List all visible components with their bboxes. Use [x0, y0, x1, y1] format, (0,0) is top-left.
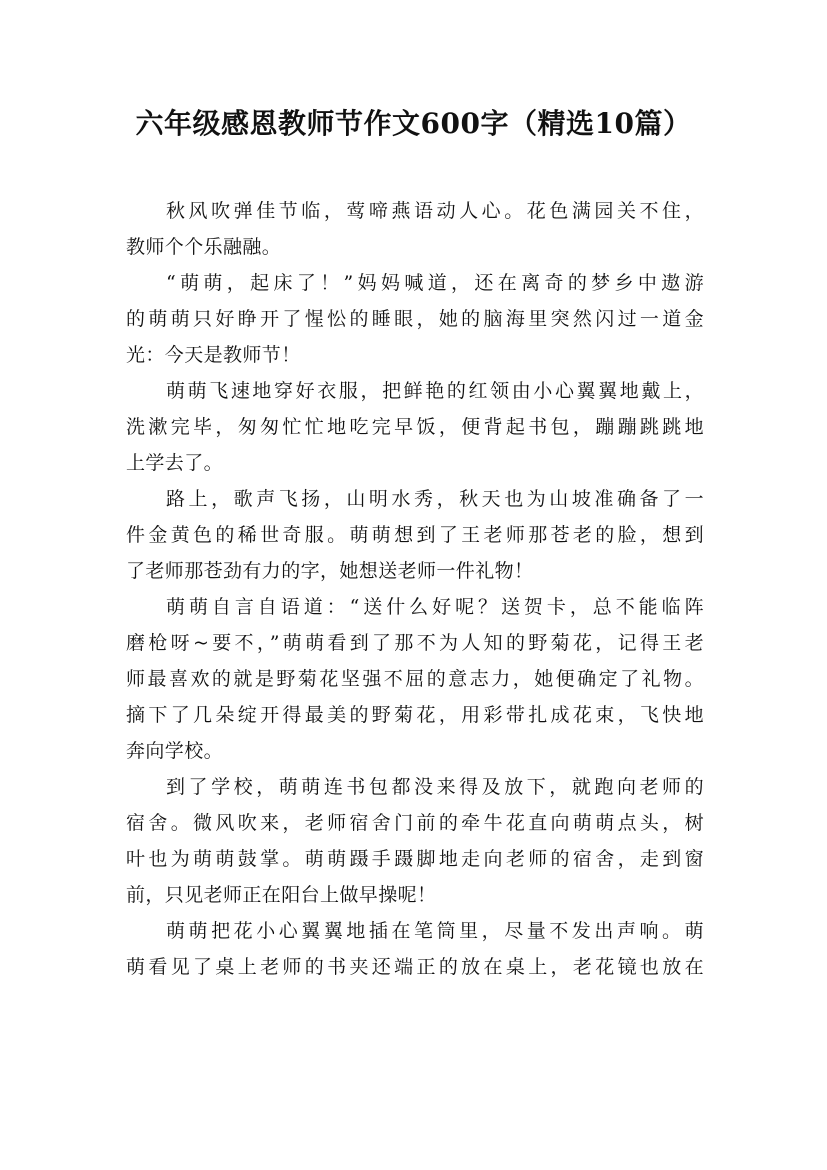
- text-line: 上学去了。: [126, 452, 224, 474]
- text-line: 萌萌自言自语道：“送什么好呢？送贺卡，总不能临阵: [166, 596, 704, 618]
- text-line: 件金黄色的稀世奇服。萌萌想到了王老师那苍老的脸，想到: [126, 524, 704, 546]
- text-line: 前，只见老师正在阳台上做早操呢！: [126, 884, 437, 906]
- text-line: 路上，歌声飞扬，山明水秀，秋天也为山坡准确备了一: [166, 488, 704, 510]
- text-line: 秋风吹弹佳节临，莺啼燕语动人心。花色满园关不住，: [166, 200, 704, 222]
- text-line: 师最喜欢的就是野菊花坚强不屈的意志力，她便确定了礼物。: [126, 668, 704, 690]
- text-line: 萌萌飞速地穿好衣服，把鲜艳的红领由小心翼翼地戴上，: [166, 380, 704, 402]
- text-line: 了老师那苍劲有力的字，她想送老师一件礼物！: [126, 560, 534, 582]
- paragraph: [126, 193, 704, 265]
- text-line: 到了学校，萌萌连书包都没来得及放下，就跑向老师的: [166, 776, 704, 798]
- text-line: 萌萌把花小心翼翼地插在笔筒里，尽量不发出声响。萌: [166, 920, 704, 942]
- paragraph: [126, 913, 704, 985]
- paragraph: [126, 769, 704, 913]
- document-title: 六年级感恩教师节作文600字（精选10篇）: [135, 107, 692, 140]
- text-line: 教师个个乐融融。: [126, 236, 282, 258]
- text-line: 奔向学校。: [126, 740, 224, 762]
- text-line: 摘下了几朵绽开得最美的野菊花，用彩带扎成花束，飞快地: [126, 704, 704, 726]
- text-line: 洗漱完毕，匆匆忙忙地吃完早饭，便背起书包，蹦蹦跳跳地: [126, 416, 704, 438]
- paragraph: [126, 265, 704, 373]
- paragraph: [126, 481, 704, 589]
- text-line: 磨枪呀~要不，”萌萌看到了那不为人知的野菊花，记得王老: [126, 632, 704, 654]
- text-line: 的萌萌只好睁开了惺忪的睡眼，她的脑海里突然闪过一道金: [126, 308, 704, 330]
- paragraph: [126, 589, 704, 769]
- paragraph: [126, 373, 704, 481]
- text-line: 宿舍。微风吹来，老师宿舍门前的牵牛花直向萌萌点头，树: [126, 812, 704, 834]
- text-line: 光：今天是教师节！: [126, 344, 301, 366]
- text-line: 萌看见了桌上老师的书夹还端正的放在桌上，老花镜也放在: [126, 956, 704, 978]
- document-body: [126, 193, 704, 985]
- text-line: “萌萌，起床了！”妈妈喊道，还在离奇的梦乡中遨游: [166, 272, 704, 294]
- text-line: 叶也为萌萌鼓掌。萌萌蹑手蹑脚地走向老师的宿舍，走到窗: [126, 848, 704, 870]
